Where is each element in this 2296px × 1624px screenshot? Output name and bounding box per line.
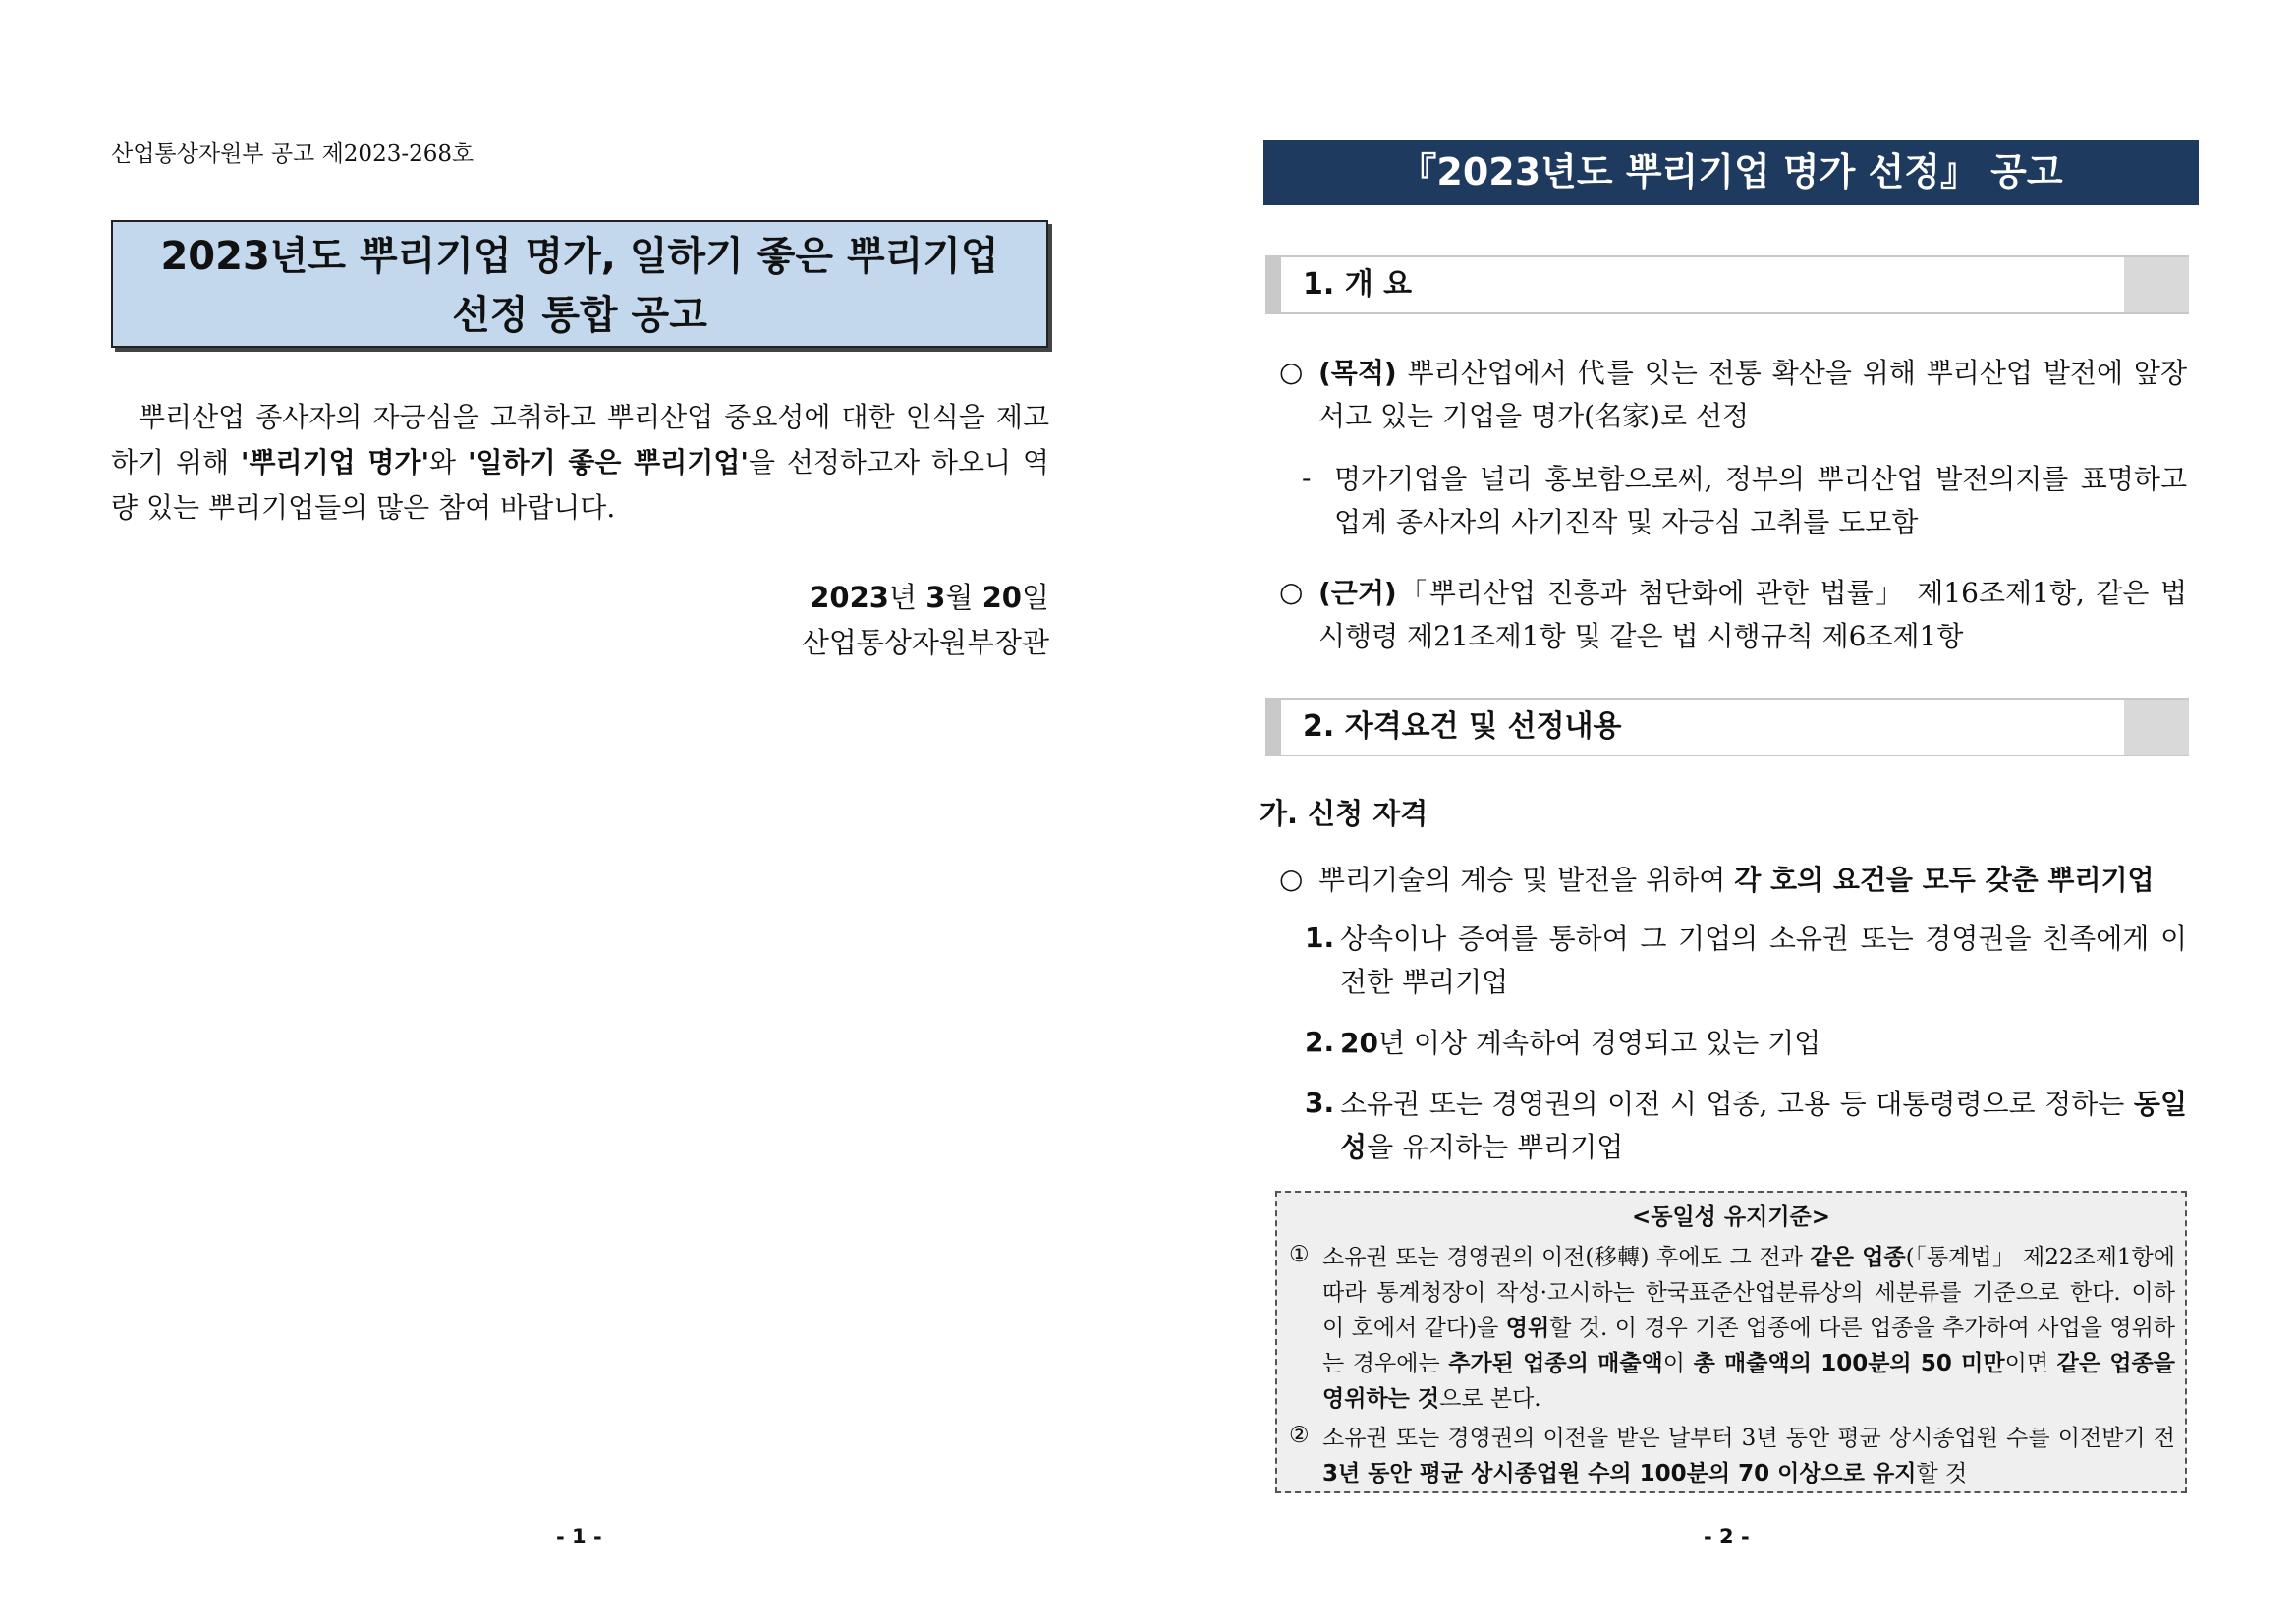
issuer: 산업통상자원부장관 [801, 626, 1049, 659]
box-title: <동일성 유지기준> [1631, 1204, 1831, 1230]
intro-text-1: 뿌리산업 종사자의 자긍심을 고취하고 뿌리산업 중요성에 대한 인식을 제고하기 위해 [111, 401, 1049, 478]
section-1-bar [1265, 255, 2189, 314]
item-2-text [1340, 1022, 2187, 1065]
lead-bold: 각 호의 요건을 모두 갖춘 뿌리기업 [1734, 864, 2155, 896]
section-2-title: 2. 자격요건 및 선정내용 [1303, 709, 1622, 744]
criteria-1-text-c: (「통계법」 제22조제1항에 따라 통계청장이 작성·고시하는 한국표준산업분류상의 세분류를 기준으로 한다. 이하 이 호에서 같다)을 [1322, 1245, 2175, 1341]
announcement-header: 『2023년도 뿌리기업 명가 선정』 공고 [1263, 140, 2199, 205]
bullet-circle: ○ [1279, 863, 1304, 895]
intro-text-3: 을 선정하고자 하오니 역량 있는 뿌리기업들의 많은 참여 바랍니다. [111, 446, 1049, 524]
page-number-2: - 2 - [1704, 1525, 1750, 1548]
item-3-text [1340, 1083, 2187, 1169]
date-day-unit: 일 [1021, 581, 1049, 614]
date-month: 3 [925, 581, 946, 614]
item-2-rest: 년 이상 계속하여 경영되고 있는 기업 [1377, 1027, 1821, 1059]
sub-paragraph: 명가기업을 널리 홍보함으로써, 정부의 뿌리산업 발전의지를 표명하고 업계 종사자의 사기진작 및 자긍심 고취를 도모함 [1334, 463, 2187, 538]
dash-bullet: - [1302, 462, 1312, 494]
criteria-2-text-a: 소유권 또는 경영권의 이전을 받은 날부터 3년 동안 평균 상시종업원 수를 이전받기 전 [1322, 1426, 2175, 1451]
criteria-2-bold-b: 3년 동안 평균 상시종업원 수의 100분의 70 이상으로 유지 [1322, 1461, 1917, 1486]
lead-text: 뿌리기술의 계승 및 발전을 위하여 [1318, 864, 1735, 896]
criteria-2-text-c: 할 것 [1916, 1461, 1968, 1486]
basis-label: (근거) [1318, 577, 1397, 609]
basis-paragraph [1318, 572, 2187, 658]
date-month-unit: 월 [945, 581, 982, 614]
criteria-1-text-k: 으로 본다. [1439, 1386, 1541, 1412]
date-day: 20 [981, 581, 1022, 614]
notice-number: 산업통상자원부 공고 제2023-268호 [111, 141, 475, 167]
bullet-circle: ○ [1279, 356, 1304, 388]
circled-number-1: ① [1289, 1242, 1310, 1267]
criteria-1-bold-b: 같은 업종 [1810, 1245, 1906, 1270]
section-1-title: 1. 개 요 [1303, 267, 1413, 302]
date-year: 2023 [810, 581, 889, 614]
criteria-1-bold-d: 영위 [1505, 1316, 1550, 1341]
criteria-1-text-g: 이 [1662, 1351, 1694, 1376]
identity-criteria-box [1275, 1191, 2187, 1493]
title-line-2: 선정 통합 공고 [452, 293, 707, 338]
basis-text: 「뿌리산업 진흥과 첨단화에 관한 법률」 제16조제1항, 같은 법 시행령 제21조제1항 및 같은 법 시행규칙 제6조제1항 [1318, 577, 2187, 652]
item-1-text: 상속이나 증여를 통하여 그 기업의 소유권 또는 경영권을 친족에게 이전한 뿌리기업 [1340, 923, 2187, 998]
criteria-1-bold-f: 추가된 업종의 매출액 [1448, 1351, 1663, 1376]
criteria-item-1 [1322, 1240, 2175, 1417]
title-line-1: 2023년도 뿌리기업 명가, 일하기 좋은 뿌리기업 [160, 234, 999, 279]
item-number-1: 1. [1305, 922, 1335, 954]
title-box [111, 220, 1048, 348]
purpose-text: 뿌리산업에서 代를 잇는 전통 확산을 위해 뿌리산업 발전에 앞장서고 있는 기업을 명가(名家)로 선정 [1318, 357, 2187, 432]
intro-paragraph [111, 395, 1049, 531]
intro-text-2: 와 [429, 446, 468, 478]
subheading-eligibility: 가. 신청 자격 [1260, 797, 1428, 830]
item-2-bold: 20 [1340, 1027, 1378, 1059]
item-3-lead: 소유권 또는 경영권의 이전 시 업종, 고용 등 대통령령으로 정하는 [1340, 1088, 2134, 1120]
bullet-circle: ○ [1279, 576, 1304, 608]
criteria-1-text-i: 이면 [2004, 1351, 2057, 1376]
criteria-1-text-e: 할 것. 이 경우 기존 업종에 다른 업종을 추가하여 사업을 영위하는 경우에는 [1322, 1316, 2176, 1376]
page-number-1: - 1 - [556, 1525, 602, 1548]
purpose-paragraph [1318, 352, 2187, 438]
criteria-item-2 [1322, 1421, 2175, 1491]
date-year-unit: 년 [888, 581, 926, 614]
item-3-bold: 동일성 [1340, 1088, 2187, 1163]
criteria-1-text-a: 소유권 또는 경영권의 이전(移轉) 후에도 그 전과 [1322, 1245, 1811, 1270]
intro-bold-2: '일하기 좋은 뿌리기업' [467, 446, 749, 478]
purpose-label: (목적) [1318, 357, 1397, 389]
item-number-2: 2. [1305, 1026, 1335, 1058]
page-2 [1148, 0, 2296, 1624]
notice-date [810, 576, 1049, 616]
circled-number-2: ② [1289, 1423, 1310, 1448]
section-2-bar [1265, 698, 2189, 756]
intro-bold-1: '뿌리기업 명가' [240, 446, 430, 478]
item-number-3: 3. [1305, 1087, 1335, 1119]
eligibility-lead [1318, 859, 2193, 902]
criteria-1-bold-h: 총 매출액의 100분의 50 미만 [1693, 1351, 2005, 1376]
item-3-tail: 을 유지하는 뿌리기업 [1367, 1131, 1624, 1163]
criteria-1-bold-j: 같은 업종을 영위하는 것 [1322, 1351, 2176, 1412]
